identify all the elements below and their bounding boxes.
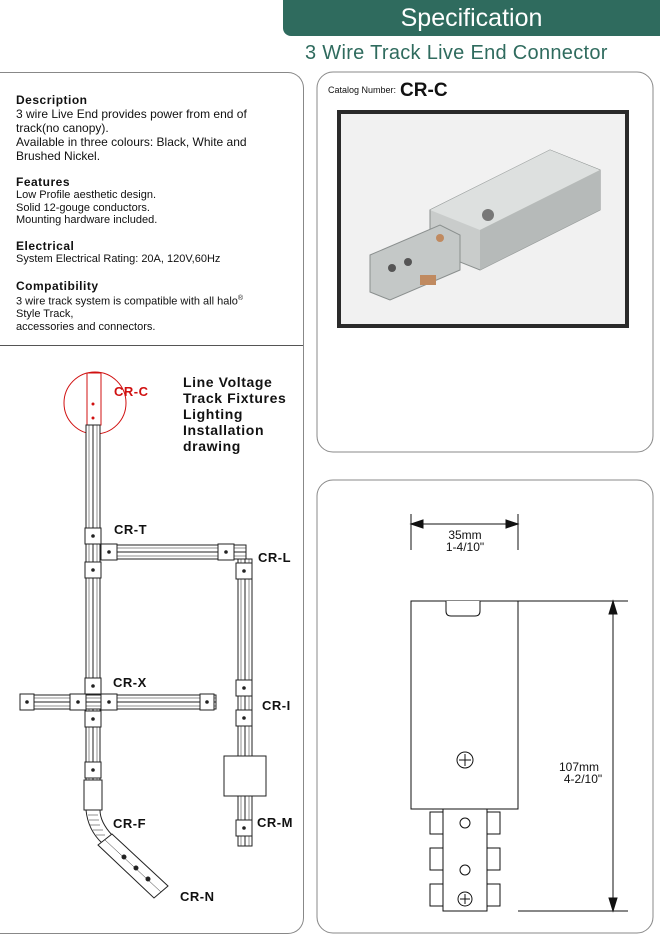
dimension-drawing [411,514,628,911]
catalog-label: Catalog Number: [328,85,397,95]
label-cr-c: CR-C [114,384,149,399]
length-mm: 107mm [558,760,599,774]
label-cr-m: CR-M [257,815,293,830]
features-text: Low Profile aesthetic design. Solid 12-gouge conductors. Mounting hardware included. [16,189,158,226]
label-cr-x: CR-X [113,675,147,690]
registered-mark: ® [237,295,244,302]
label-cr-t: CR-T [114,522,148,537]
right-vertical-track [238,559,252,846]
drawing-title: Line Voltage Track Fixtures Lighting Installation drawing [183,374,287,454]
page-title: Specification [283,0,660,36]
catalog-number [328,80,448,102]
label-cr-f: CR-F [113,816,147,831]
width-mm: 35mm [448,528,482,542]
features-heading: Features [16,175,71,189]
cross-horizontal-track [22,695,216,709]
length-inches: 4-2/10" [563,772,603,786]
label-cr-l: CR-L [258,550,292,565]
description-text: 3 wire Live End provides power from end of track(no canopy). Available in three colours: Black, White and Brushed Nickel. [16,107,247,163]
flexible-connector [84,780,112,843]
cr-n-end-connector [98,834,168,898]
compatibility-line: 3 wire track system is compatible with all halo [16,295,238,308]
electrical-text: System Electrical Rating: 20A, 120V,60Hz [16,253,221,265]
compatibility-rest: Style Track, accessories and connectors. [16,308,156,333]
catalog-value: CR-C [400,80,448,101]
compatibility-heading: Compatibility [16,279,99,293]
label-cr-i: CR-I [262,698,291,713]
label-cr-n: CR-N [180,889,215,904]
width-inches: 1-4/10" [445,540,485,554]
description-heading: Description [16,93,88,107]
product-photo [337,110,629,328]
electrical-heading: Electrical [16,239,75,253]
product-subtitle: 3 Wire Track Live End Connector [305,42,608,64]
